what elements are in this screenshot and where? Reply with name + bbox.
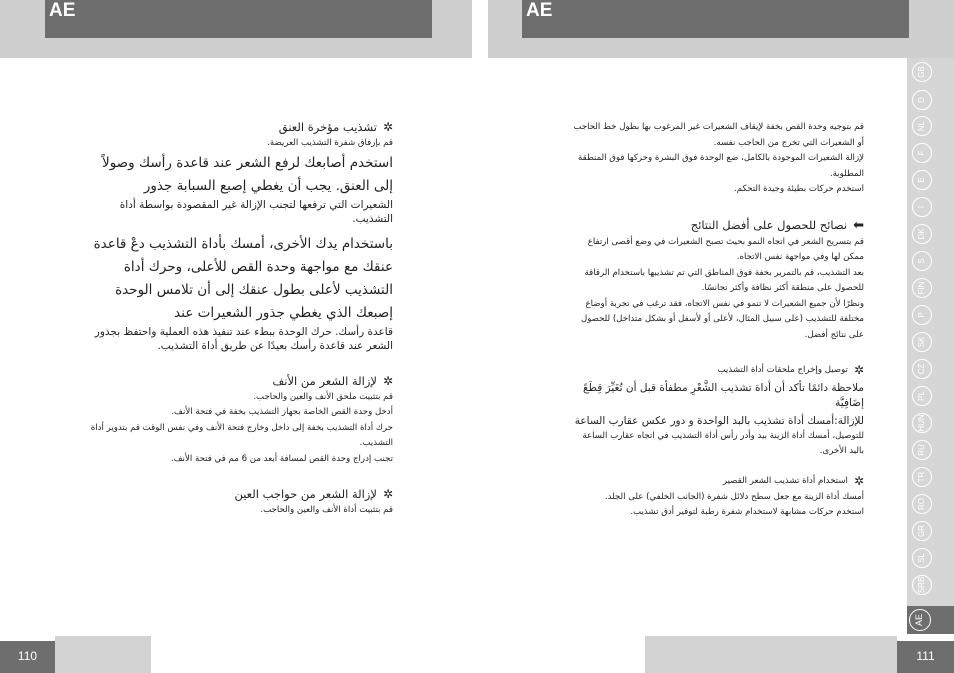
language-tab-srb[interactable]: SRB: [912, 575, 932, 595]
intro-line: لإزالة الشعيرات الموجودة بالكامل، ضع الوحدة فوق البشرة وحركها فوق المنطقة المطلوبة.: [577, 153, 864, 179]
language-tab-d[interactable]: D: [912, 90, 932, 110]
language-tab-e[interactable]: E: [912, 170, 932, 190]
language-tab-sk[interactable]: SK: [912, 332, 932, 352]
neck-large-text-2: باستخدام يدك الأخرى، أمسك بأداة التشذيب دعْ قاعدة عنقك مع مواجهة وحدة القص للأعلى، وحرك أداة التشذيب لأعلى بطول عنقك إلى أن تلامس الوحدة إصبعك الذي يغطي جذور الشعيرات عند: [93, 235, 393, 321]
tips-section-title: [568, 218, 864, 233]
intro-line: قم بتوجيه وحدة القص بخفة لإيقاف الشعيرات غير المرغوب بها بطول خط الحاجب أو الشعيرات التي تخرج من الحاجب نفسه.: [573, 122, 864, 148]
eyebrow-title-text: لإزالة الشعر من حواجب العين: [234, 487, 377, 501]
nose-title-text: لإزالة الشعر من الأنف: [272, 373, 377, 388]
language-tab-cz[interactable]: CZ: [912, 359, 932, 379]
intro-line: استخدم حركات بطيئة وجيدة التحكم.: [734, 184, 864, 194]
nose-line: أدخل وحدة القص الخاصة بجهاز التشذيب بخفة في فتحة الأنف.: [171, 407, 393, 417]
neck-small-text: قم بإرفاق شفرة التشذيب العريضة.: [267, 138, 393, 148]
footer-bar-right: [645, 636, 897, 673]
language-tab-dk[interactable]: DK: [912, 224, 932, 244]
neck-mid-text-1: الشعيرات التي ترفعها لتجنب الإزالة غير المقصودة بواسطة أداة التشذيب.: [119, 198, 393, 225]
language-tab-i[interactable]: I: [912, 197, 932, 217]
language-tab-hun[interactable]: HUN: [912, 413, 932, 433]
tips-line: بعد التشذيب، قم بالتمرير بخفة فوق المناطق التي تم تشذيبها باستخدام الرقاقة للحصول على منطقة أكثر نظافة وأكثر تجانسًا.: [584, 267, 864, 293]
sun-icon: ✲: [382, 373, 393, 388]
header-language-code-left: AE: [45, 0, 432, 38]
language-tab-s[interactable]: S: [912, 251, 932, 271]
language-tab-strip: [907, 58, 954, 606]
neck-section-title: [88, 120, 393, 134]
neck-large-text-1: استخدم أصابعك لرفع الشعر عند قاعدة رأسك وصولاً إلى العنق. يجب أن يغطي إصبع السبابة جذور: [102, 154, 393, 194]
attachments-note: ملاحظة دائمًا تأكد أن أداة تشذيب الشَّعْرِ مطفأة قبل أن تُغَيِّرَ قِطَعً إضَافِيَّة: [583, 382, 864, 409]
language-tab-tr[interactable]: TR: [912, 467, 932, 487]
language-tab-f[interactable]: F: [912, 143, 932, 163]
footer-bar-left: [55, 636, 151, 673]
language-tab-sl[interactable]: SL: [912, 548, 932, 568]
arrow-left-icon: ⬅: [853, 217, 864, 233]
sun-icon: ✲: [853, 473, 864, 488]
language-tab-pl[interactable]: PL: [912, 386, 932, 406]
nose-line: حرك أداة التشذيب بخفة إلى داخل وخارج فتحة الأنف وفي نفس الوقت قم بتدوير أداة التشذيب.: [90, 422, 393, 448]
left-page-column: [88, 120, 393, 519]
page-number-left: 110: [0, 641, 55, 673]
attachments-connect: للتوصيل، أمسك أداة الزينة بيد وأدر رأس أداة التشذيب في اتجاه عقارب الساعة باليد الأخرى.: [582, 430, 864, 456]
language-tab-gb[interactable]: GB: [912, 62, 932, 82]
short-hair-title-text: استخدام أداة تشذيب الشعر القصير: [722, 475, 848, 486]
right-page-column: [568, 120, 864, 521]
nose-line: تجنب إدراج وحدة القص لمسافة أبعد من 6 مم في فتحة الأنف.: [170, 453, 393, 464]
attachments-remove: للإزالة:أمسك أداة تشذيب بالبد الواحدة و دور عكس عقارب الساعة: [574, 415, 864, 427]
sun-icon: ✲: [382, 487, 393, 501]
language-tab-ro[interactable]: RO: [912, 494, 932, 514]
language-tab-ae-active[interactable]: [907, 606, 954, 634]
language-tab-nl[interactable]: NL: [912, 116, 932, 136]
page-number-right: 111: [897, 641, 954, 673]
active-language-badge: AE: [909, 609, 931, 631]
language-tab-gr[interactable]: GR: [912, 521, 932, 541]
neck-mid-text-2: قاعدة رأسك. حرك الوحدة ببطء عند تنفيذ هذه العملية واحتفظ بجذور الشعر عند قاعدة رأسك بعيدًا عن طريق أداة التشذيب.: [94, 325, 393, 352]
header-language-code-right: AE: [522, 0, 909, 38]
attachments-section-title: [568, 363, 864, 377]
language-tab-ru[interactable]: RU: [912, 440, 932, 460]
language-tab-p[interactable]: P: [912, 305, 932, 325]
short-hair-line: أمسك أداة الزينة مع جعل سطح دلائل شفرة (الجانب الخلفي) على الجلد.: [604, 491, 864, 502]
eyebrow-section-title: [88, 487, 393, 501]
sun-icon: ✲: [382, 120, 393, 134]
short-hair-section-title: [568, 474, 864, 488]
tips-title-text: نصائح للحصول على أفضل النتائج: [690, 218, 848, 232]
language-tab-fin[interactable]: FIN: [912, 278, 932, 298]
short-hair-line: استخدم حركات مشابهة لاستخدام شفرة رطبة لتوفير أدق تشذيب.: [630, 507, 864, 517]
tips-line: قم بتسريح الشعر في اتجاه النمو بحيث تصبح الشعيرات في وضع أقصى ارتفاع ممكن لها وفي مواجهة نفس الاتجاه.: [587, 236, 864, 262]
neck-title-text: تشذيب مؤخرة العنق: [278, 120, 377, 134]
sun-icon: ✲: [853, 363, 864, 377]
nose-section-title: [88, 374, 393, 388]
eyebrow-line: قم بتثبيت أداة الأنف والعين والحاجب.: [260, 505, 393, 515]
attachments-title-text: توصيل وإخراج ملحقات أداة التشذيب: [717, 365, 848, 375]
tips-line: ونظرًا لأن جميع الشعيرات لا تنمو في نفس الاتجاه، فقد ترغب في تجربة أوضاع مختلفة للتشذيب (على سبيل المثال، لأعلى أو لأسفل أو بشكل متداخل) للحصول على نتائج أفضل.: [580, 298, 864, 340]
nose-line: قم بتثبيت ملحق الأنف والعين والحاجب.: [253, 391, 393, 402]
